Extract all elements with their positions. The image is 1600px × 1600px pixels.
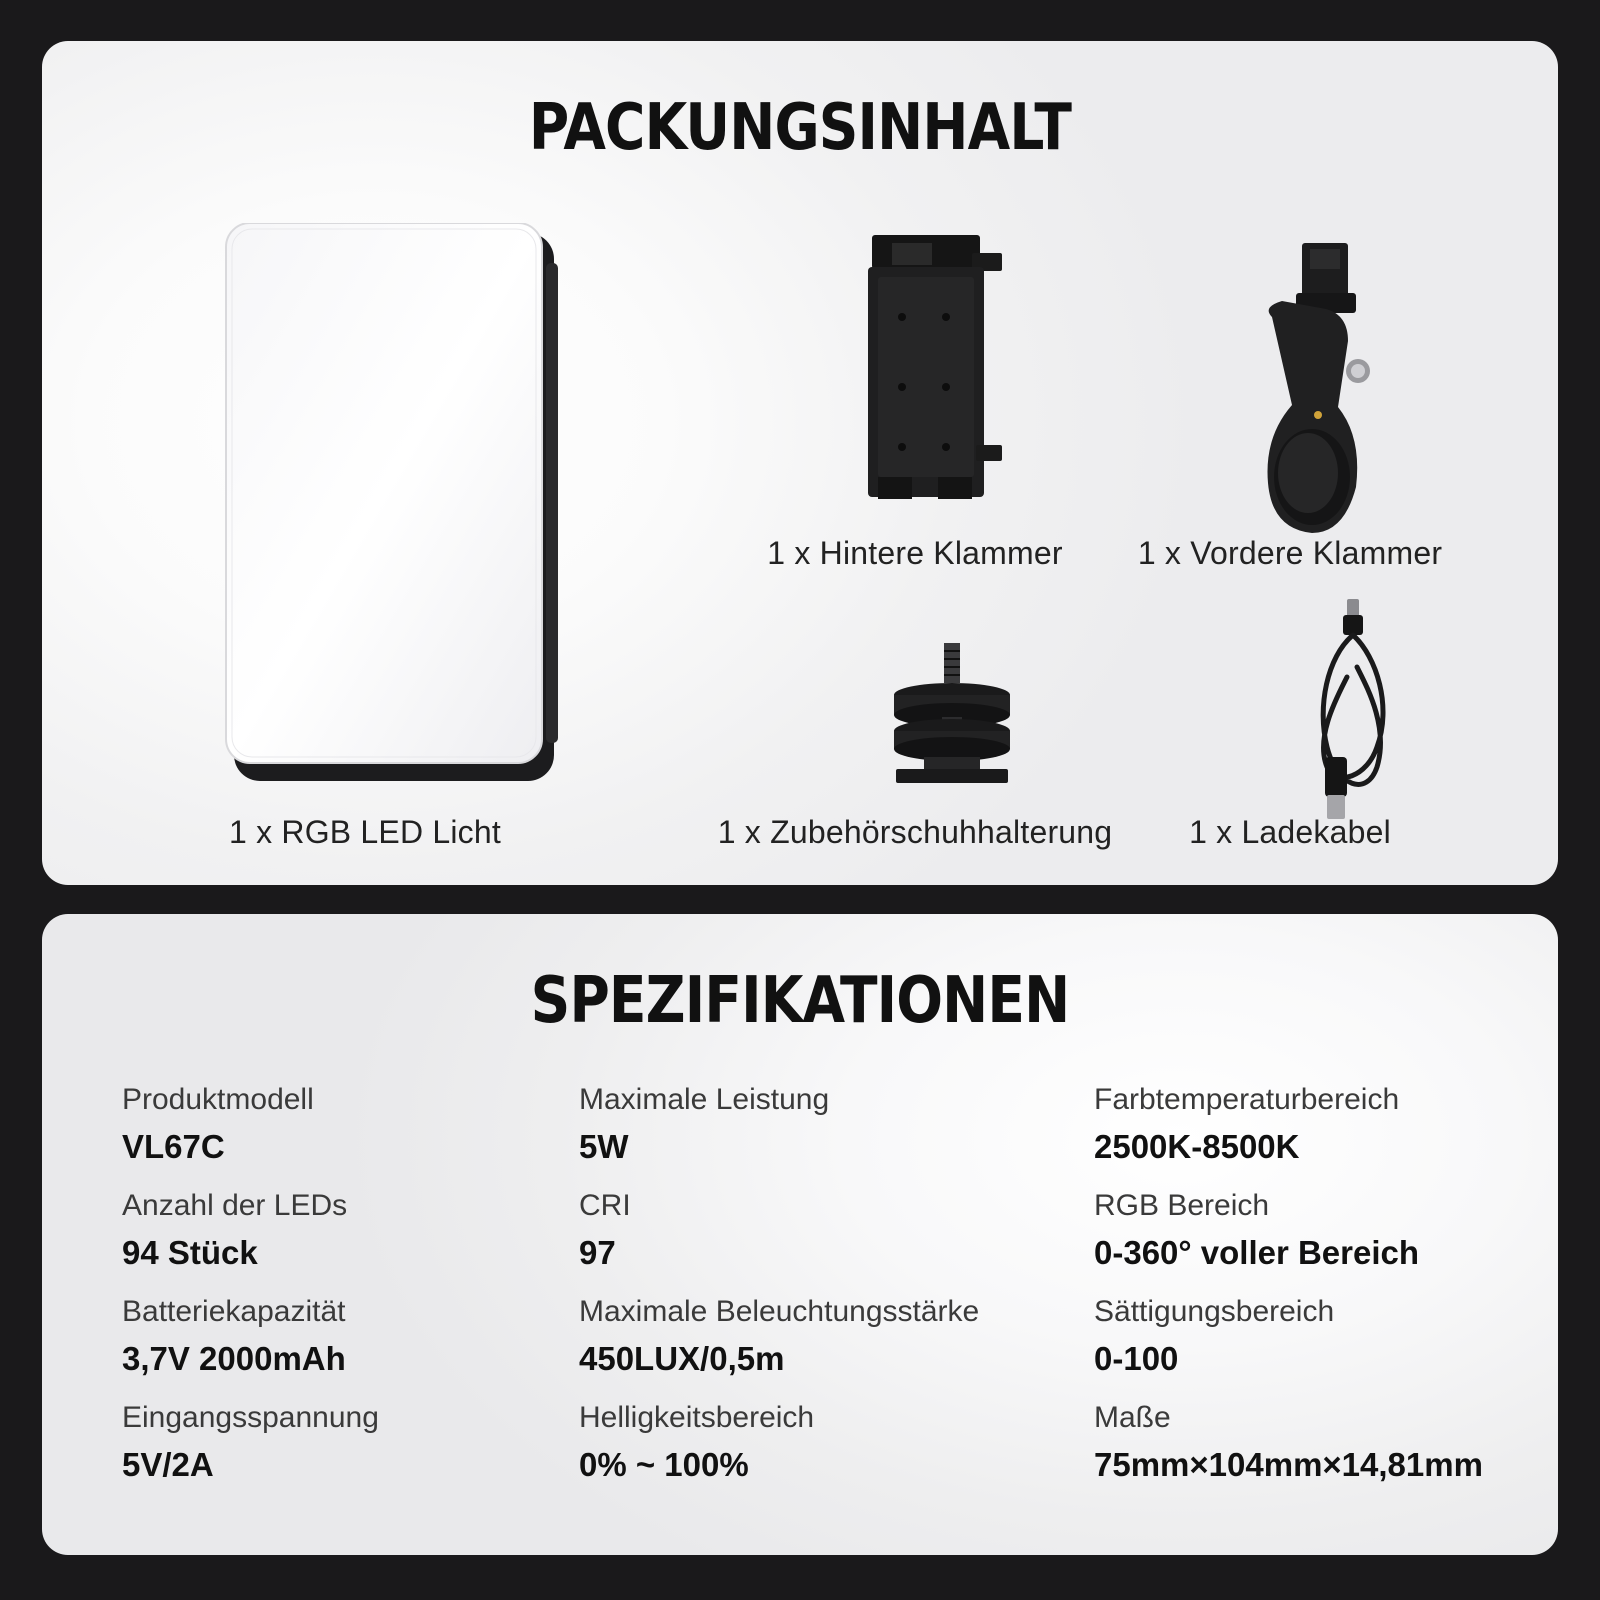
charging-cable-image (1297, 597, 1407, 827)
front-clamp-image (1252, 237, 1402, 557)
spec-value: 5W (579, 1128, 629, 1165)
spec-label: Sättigungsbereich (1094, 1295, 1335, 1328)
spec-value: 75mm×104mm×14,81mm (1094, 1446, 1483, 1483)
specifications-title: SPEZIFIKATIONEN (530, 964, 1070, 1038)
rgb-led-light-image (182, 223, 602, 823)
spec-rgb-range (1094, 1186, 1419, 1276)
spec-value: 0-100 (1094, 1340, 1179, 1377)
cold-shoe-mount-image (882, 639, 1022, 789)
spec-label: Anzahl der LEDs (122, 1189, 348, 1222)
spec-value: 0% ~ 100% (579, 1446, 749, 1483)
spec-label: RGB Bereich (1094, 1189, 1270, 1222)
item-label-shoe-mount: 1 x Zubehörschuhhalterung (717, 814, 1113, 850)
spec-max-power (579, 1080, 829, 1170)
specifications-panel (42, 914, 1558, 1555)
package-contents-title: PACKUNGSINHALT (528, 91, 1072, 165)
spec-brightness-range (579, 1398, 814, 1488)
spec-label: Helligkeitsbereich (579, 1401, 815, 1434)
spec-dimensions (1094, 1398, 1483, 1488)
spec-label: Farbtemperaturbereich (1094, 1083, 1400, 1116)
spec-led-count (122, 1186, 347, 1276)
spec-value: 3,7V 2000mAh (122, 1340, 346, 1377)
spec-value: 97 (579, 1234, 616, 1271)
spec-max-illuminance (579, 1292, 979, 1382)
spec-value: 0-360° voller Bereich (1094, 1234, 1420, 1271)
item-label-rear-clamp: 1 x Hintere Klammer (767, 535, 1063, 571)
spec-cri (579, 1186, 631, 1276)
spec-input-voltage (122, 1398, 379, 1488)
item-label-front-clamp: 1 x Vordere Klammer (1137, 535, 1443, 571)
spec-label: CRI (579, 1189, 631, 1222)
spec-label: Maximale Beleuchtungsstärke (579, 1295, 980, 1328)
spec-label: Eingangsspannung (122, 1401, 379, 1434)
item-label-charging-cable: 1 x Ladekabel (1189, 814, 1391, 850)
spec-value: VL67C (122, 1128, 225, 1165)
spec-saturation-range (1094, 1292, 1334, 1382)
spec-value: 5V/2A (122, 1446, 214, 1483)
spec-label: Batteriekapazität (122, 1295, 346, 1328)
spec-label: Maximale Leistung (579, 1083, 830, 1116)
spec-product-model (122, 1080, 314, 1170)
spec-value: 2500K-8500K (1094, 1128, 1300, 1165)
spec-label: Maße (1094, 1401, 1171, 1434)
spec-color-temperature (1094, 1080, 1399, 1170)
rear-clamp-image (842, 231, 1022, 511)
spec-value: 94 Stück (122, 1234, 258, 1271)
package-contents-panel (42, 41, 1558, 885)
spec-value: 450LUX/0,5m (579, 1340, 785, 1377)
item-label-led-light: 1 x RGB LED Licht (229, 814, 501, 850)
spec-battery-capacity (122, 1292, 346, 1382)
spec-label: Produktmodell (122, 1083, 314, 1116)
